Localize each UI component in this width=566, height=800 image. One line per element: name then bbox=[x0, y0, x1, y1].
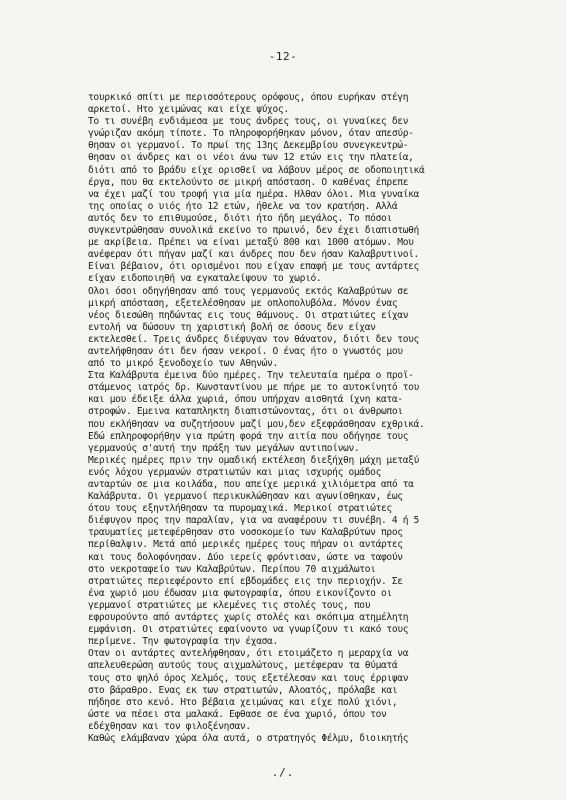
text-line: ένα χωριό μου έδωσαν μια φωτογραφία, όπου εικονίζοντο οι bbox=[88, 587, 392, 599]
text-line: τους στο ψηλό όρος Χελμός, τους εξετέλεσαν και τους έρριψαν bbox=[88, 672, 409, 684]
text-line: νέος διεσώθη πηδώντας εις τους θάμνους. Οι στρατιώτες είχαν bbox=[88, 309, 409, 321]
body-text bbox=[88, 92, 508, 745]
text-line: περίθαλψιν. Μετά από μερικές ημέρες τους πήραν οι αντάρτες bbox=[88, 539, 403, 551]
text-line: εμφάνιση. Οι στρατιώτες εφαίνοντο να γνωρίζουν τι κακό τους bbox=[88, 624, 409, 636]
text-line: και μου έδειξε άλλα χωριά, όπου υπήρχαν αισθητά ίχνη κατα- bbox=[88, 394, 403, 406]
text-line: ανέφεραν ότι πήγαν μαζί και άνδρες που δεν ήσαν Καλαβρυτινοί. bbox=[88, 249, 419, 261]
text-line: Οταν οι αντάρτες αντελήφθησαν, ότι ετοιμάζετο η μεραρχία να bbox=[88, 648, 409, 660]
text-line: στο βάραθρο. Ενας εκ των στρατιωτών, Αλοατός, πρόλαβε και bbox=[88, 684, 398, 696]
text-line: Εδώ επληροφορήθην για πρώτη φορά την αιτία που οδήγησε τους bbox=[88, 430, 409, 442]
text-line: Ολοι όσοι οδηγήθησαν από τους γερμανούς εκτός Καλαβρύτων σε bbox=[88, 285, 409, 297]
text-line: γερμανοί στρατιώτες με κλεμένες τις στολές τους, που bbox=[88, 599, 371, 611]
text-line: αντελήφθησαν ότι δεν ήσαν νεκροί. Ο ένας ήτο ο γνωστός μου bbox=[88, 345, 403, 357]
text-line: συγκεντρώθησαν συνολικά εκείνο το πρωινό, δεν έχει διαπιστωθή bbox=[88, 225, 419, 237]
text-line: εδέχθησαν και τον φιλοξένησαν. bbox=[88, 720, 251, 732]
text-line: της οποίας ο υιός ήτο 12 ετών, ήθελε να τον κρατήση. Αλλά bbox=[88, 200, 398, 212]
text-line: να έχει μαζί του τροφή για μία ημέρα. Ηλθαν όλοι. Μια γυναίκα bbox=[88, 188, 419, 200]
continuation-mark: ./. bbox=[271, 766, 295, 779]
text-line: θησαν οι άνδρες και οι νέοι άνω των 12 ετών εις την πλατεία, bbox=[88, 152, 414, 164]
text-line: Καλάβρυτα. Οι γερμανοί περικυκλώθησαν και αγωνίσθηκαν, έως bbox=[88, 491, 403, 503]
text-line: Καθώς ελάμβαναν χώρα όλα αυτά, ο στρατηγός Φέλμυ, διοικητής bbox=[88, 732, 409, 744]
text-line: εκτελεσθεί. Τρεις άνδρες διέφυγαν τον θάνατον, διότι δεν τους bbox=[88, 333, 419, 345]
text-line: Το τι συνέβη ενδιάμεσα με τους άνδρες τους, οι γυναίκες δεν bbox=[88, 116, 409, 128]
text-line: Μερικές ημέρες πριν την ομαδική εκτέλεση διεξήχθη μάχη μεταξύ bbox=[88, 454, 419, 466]
text-line: γνώριζαν ακόμη τίποτε. Το πληροφορήθηκαν μόνον, όταν απεσύρ- bbox=[88, 128, 414, 140]
text-line: τουρκικό σπίτι με περισσότερους ορόφους, όπου ευρήκαν στέγη bbox=[88, 92, 409, 103]
text-line: Είναι βέβαιον, ότι ορισμένοι που είχαν επαφή με τους αντάρτες bbox=[88, 261, 419, 273]
page-number: -12- bbox=[268, 50, 298, 63]
text-line: πήδησε στο κενό. Ητο βέβαια χειμώνας και είχε πολύ χιόνι, bbox=[88, 696, 398, 708]
text-line: ενός λόχου γερμανών στρατιωτών και μιας ισχυρής ομάδος bbox=[88, 466, 382, 478]
text-line: μικρή απόσταση, εξετελέσθησαν με οπλοπολυβόλα. Μόνον ένας bbox=[88, 297, 398, 309]
text-line: από το μικρό ξενοδοχείο των Αθηνών. bbox=[88, 358, 278, 370]
text-line: και τους δολοφόνησαν. Δύο ιερείς φρόντισαν, ώστε να ταφούν bbox=[88, 551, 403, 563]
text-line: στροφών. Εμεινα καταπληκτη διαπιστώνοντας, ότι οι άνθρωποι bbox=[88, 406, 403, 418]
text-line: στάμενος ιατρός δρ. Κωνσταντίνου με πήρε με το αυτοκίνητό του bbox=[88, 382, 419, 394]
text-line: αυτός δεν το επιθυμούσε, διότι ήτο ήδη μεγάλος. Το πόσοι bbox=[88, 212, 392, 224]
text-line: στο νεκροταφείο των Καλαβρύτων. Περίπου 70 αιχμάλωτοι bbox=[88, 563, 376, 575]
text-line: απελευθερώση αυτούς τους αιχμαλώτους, μετέφεραν τα θύματά bbox=[88, 660, 398, 672]
text-line: εφρουρούντο από αντάρτες χωρίς στολές και σκόπιμα ατημέλητη bbox=[88, 612, 409, 624]
text-line: εντολή να δώσουν τη χαριστική βολή σε όσους δεν είχαν bbox=[88, 321, 376, 333]
text-line: θησαν οι γερμανοί. Το πρωί της 13ης Δεκεμβρίου συνεγκεντρώ- bbox=[88, 140, 409, 152]
text-line: ανταρτών σε μια κοιλάδα, που απείχε μερικά χιλιόμετρα από τα bbox=[88, 479, 414, 490]
text-line: με ακρίβεια. Πρέπει να είναι μεταξύ 800 και 1000 ατόμων. Μου bbox=[88, 237, 414, 249]
text-line: γερμανούς σ'αυτή την πράξη των μεγάλων αντιποίνων. bbox=[88, 442, 360, 454]
text-line: διέφυγον προς την παραλίαν, για να αναφέρουν τι συνέβη. 4 ή 5 bbox=[88, 515, 419, 527]
text-line: διότι από το βράδυ είχε ορισθεί να λάβουν μέρος σε οδοποιητικά bbox=[88, 164, 425, 176]
text-line: ότου τους εξηντλήθησαν τα πυρομαχικά. Μερικοί στρατιώτες bbox=[88, 503, 392, 515]
text-line: είχαν ειδοποιηθή να εγκαταλείψουν το χωριό. bbox=[88, 273, 322, 285]
text-line: αρκετοί. Ητο χειμώνας και είχε ψύχος. bbox=[88, 104, 289, 116]
text-line: περίμενε. Την φωτογραφία την έχασα. bbox=[88, 636, 278, 648]
text-line: στρατιώτες περιεφέροντο επί εβδομάδες εις την περιοχήν. Σε bbox=[88, 575, 403, 587]
text-line: έργα, που θα εκτελούντο σε μικρή απόσταση. Ο καθένας έπρεπε bbox=[88, 176, 409, 188]
text-line: Στα Καλάβρυτα έμεινα δύο ημέρες. Την τελευταία ημέρα ο προϊ- bbox=[88, 370, 414, 382]
text-line: που εκλήθησαν να συζητήσουν μαζί μου,δεν εξεφράσθησαν εχθρικά. bbox=[88, 418, 425, 430]
text-line: ώστε να πέσει στα μαλακά. Εφθασε σε ένα χωριό, όπου τον bbox=[88, 708, 387, 720]
text-line: τραυματίες μετεφέρθησαν στο νοσοκομείο των Καλαβρύτων προς bbox=[88, 527, 403, 539]
